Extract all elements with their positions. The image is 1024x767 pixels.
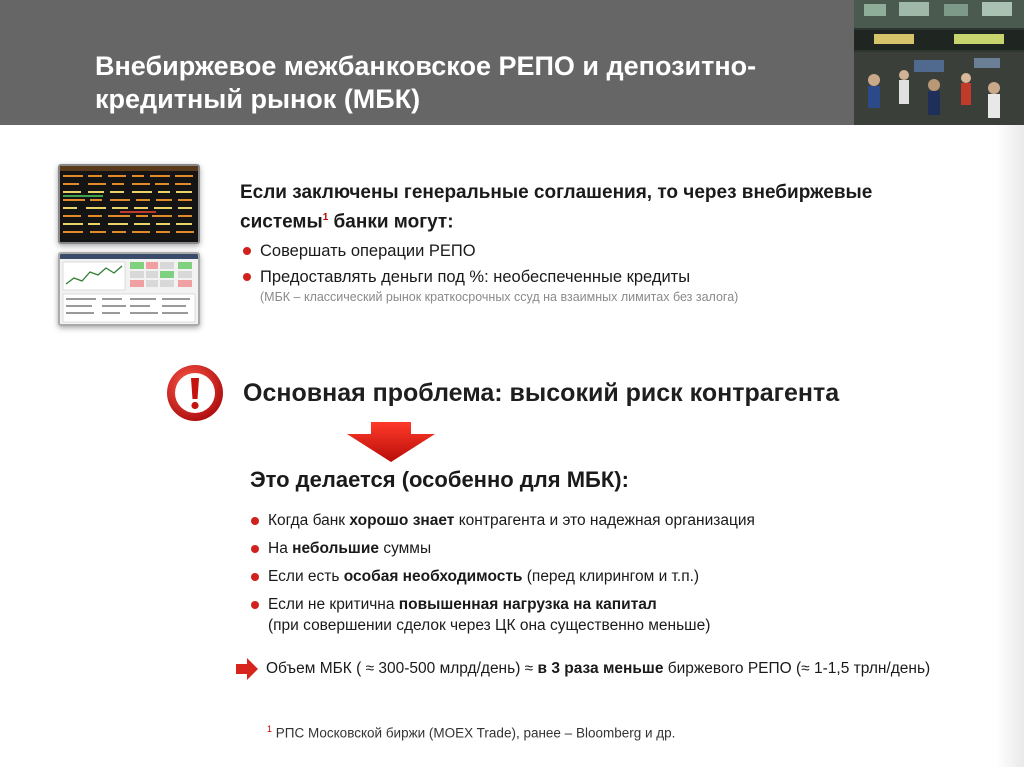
list-item: Предоставлять деньги под %: необеспеченные кредиты (МБК – классический рынок краткосрочных ссуд на взаимных лимитах без залога) [240,266,920,305]
otc-capabilities-block [240,180,920,309]
otc-lead-text: Если заключены генеральные соглашения, то через внебиржевые системы$^1$ банки могут: [240,182,873,233]
right-arrow-icon [236,658,258,680]
conditions-block [248,510,948,643]
list-item: Совершать операции РЕПО [240,240,920,262]
slide-title: Внебиржевое межбанковское РЕПО и депозитно-кредитный рынок (МБК) [95,51,757,114]
list-item: Если есть особая необходимость (перед клирингом и т.п.) [248,566,948,587]
trading-system-screenshot [58,252,200,326]
list-item: Если не критична повышенная нагрузка на капитал (при совершении сделок через ЦК она существенно меньше) [248,594,948,636]
warning-exclamation-icon [165,363,225,423]
down-arrow-icon [345,422,437,462]
footnote: $^1$ РПС Московской биржи (MOEX Trade), ранее – Bloomberg и др. [267,724,676,741]
slide-header [0,0,1024,125]
mbk-note: (МБК – классический рынок краткосрочных ссуд на взаимных лимитах без залога) [260,290,739,305]
conditions-heading: Это делается (особенно для МБК): [250,467,629,492]
trading-floor-photo [854,0,1024,125]
list-item: На небольшие суммы [248,538,948,559]
volume-comparison [236,656,1016,682]
list-item: Когда банк хорошо знает контрагента и это надежная организация [248,510,948,531]
trading-terminal-screenshot [58,164,200,244]
footnote-marker: 1 [322,212,329,223]
volume-text: Объем МБК ( ≈ 300-500 млрд/день) ≈ в 3 раза меньше биржевого РЕПО (≈ 1-1,5 трлн/день) [266,660,931,677]
otc-capabilities-list [240,240,920,305]
list-item-continuation: (при совершении сделок через ЦК она существенно меньше) [268,617,711,634]
conditions-list [248,510,948,636]
main-problem-heading: Основная проблема: высокий риск контрагента [243,379,840,407]
